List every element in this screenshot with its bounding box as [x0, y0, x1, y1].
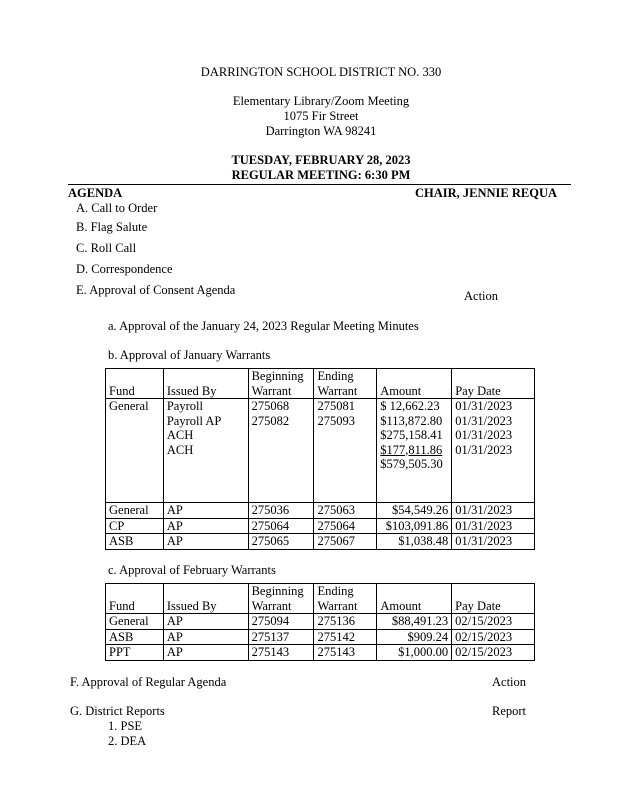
issued-by-cell: Payroll Payroll AP ACH ACH: [163, 399, 248, 503]
fund-cell: CP: [106, 518, 164, 534]
amount-cell: $103,091.86: [377, 518, 452, 534]
ending-warrant-cell: 275067: [314, 534, 377, 550]
col-amount: Amount: [377, 584, 452, 614]
pay-date-cell: 02/15/2023: [452, 645, 535, 661]
table-row: [106, 614, 535, 630]
beginning-warrant-cell: 275064: [248, 518, 314, 534]
col-pay-date: Pay Date: [452, 369, 535, 399]
item-roll-call: C. Roll Call: [76, 241, 137, 255]
col-issued-by: Issued By: [163, 369, 248, 399]
item-correspondence: D. Correspondence: [76, 262, 173, 276]
table-row: [106, 399, 535, 503]
district-reports-type: Report: [492, 704, 527, 718]
amount-cell: $1,000.00: [377, 645, 452, 661]
amount-cell: $54,549.26: [377, 503, 452, 519]
report-dea: 2. DEA: [108, 734, 147, 748]
table-row: [106, 534, 535, 550]
fund-cell: General: [106, 503, 164, 519]
amount-cell: $ 12,662.23 $113,872.80 $275,158.41 $177,811.86 $579,505.30: [377, 399, 452, 503]
issued-by-cell: AP: [163, 534, 248, 550]
february-warrants-table: [105, 583, 535, 661]
consent-minutes: a. Approval of the January 24, 2023 Regular Meeting Minutes: [108, 319, 419, 333]
item-consent-agenda: E. Approval of Consent Agenda: [76, 283, 236, 297]
amount-cell: $909.24: [377, 629, 452, 645]
item-district-reports: G. District Reports: [70, 704, 165, 718]
issued-by-cell: AP: [163, 518, 248, 534]
fund-cell: PPT: [106, 645, 164, 661]
pay-date-cell: 01/31/2023: [452, 503, 535, 519]
january-warrants-table: [105, 368, 535, 550]
agenda-label: AGENDA: [68, 186, 123, 200]
beginning-warrant-cell: 275094: [248, 614, 314, 630]
pay-date-cell: 02/15/2023: [452, 614, 535, 630]
col-beginning-warrant: Beginning Warrant: [248, 584, 314, 614]
pay-date-cell: 01/31/2023: [452, 518, 535, 534]
consent-action: Action: [464, 289, 499, 303]
col-fund: Fund: [106, 584, 164, 614]
fund-cell: ASB: [106, 629, 164, 645]
regular-agenda-action: Action: [492, 675, 527, 689]
ending-warrant-cell: 275081 275093: [314, 399, 377, 503]
col-ending-warrant: Ending Warrant: [314, 584, 377, 614]
table-header-row: [106, 584, 535, 614]
amount-cell: $1,038.48: [377, 534, 452, 550]
table-row: [106, 518, 535, 534]
pay-date-cell: 02/15/2023: [452, 629, 535, 645]
beginning-warrant-cell: 275068 275082: [248, 399, 314, 503]
consent-january-warrants: b. Approval of January Warrants: [108, 348, 271, 362]
table-row: [106, 629, 535, 645]
issued-by-cell: AP: [163, 503, 248, 519]
col-amount: Amount: [377, 369, 452, 399]
amount-cell: $88,491.23: [377, 614, 452, 630]
consent-february-warrants: c. Approval of February Warrants: [108, 563, 276, 577]
table-row: [106, 503, 535, 519]
header-rule: [68, 184, 571, 185]
item-flag-salute: B. Flag Salute: [76, 220, 148, 234]
street-address: 1075 Fir Street: [283, 109, 359, 123]
ending-warrant-cell: 275143: [314, 645, 377, 661]
col-fund: Fund: [106, 369, 164, 399]
issued-by-cell: AP: [163, 629, 248, 645]
meeting-type: REGULAR MEETING: 6:30 PM: [231, 168, 411, 182]
col-ending-warrant: Ending Warrant: [314, 369, 377, 399]
ending-warrant-cell: 275064: [314, 518, 377, 534]
table-header-row: [106, 369, 535, 399]
fund-cell: ASB: [106, 534, 164, 550]
item-regular-agenda: F. Approval of Regular Agenda: [70, 675, 227, 689]
issued-by-cell: AP: [163, 645, 248, 661]
fund-cell: General: [106, 399, 164, 503]
ending-warrant-cell: 275142: [314, 629, 377, 645]
ending-warrant-cell: 275136: [314, 614, 377, 630]
ending-warrant-cell: 275063: [314, 503, 377, 519]
meeting-date: TUESDAY, FEBRUARY 28, 2023: [231, 153, 411, 167]
report-pse: 1. PSE: [108, 719, 143, 733]
beginning-warrant-cell: 275036: [248, 503, 314, 519]
beginning-warrant-cell: 275137: [248, 629, 314, 645]
col-pay-date: Pay Date: [452, 584, 535, 614]
beginning-warrant-cell: 275065: [248, 534, 314, 550]
issued-by-cell: AP: [163, 614, 248, 630]
pay-date-cell: 01/31/2023 01/31/2023 01/31/2023 01/31/2023: [452, 399, 535, 503]
chair-name: CHAIR, JENNIE REQUA: [415, 186, 558, 200]
col-issued-by: Issued By: [163, 584, 248, 614]
district-title: DARRINGTON SCHOOL DISTRICT NO. 330: [200, 65, 442, 79]
meeting-location: Elementary Library/Zoom Meeting: [232, 94, 410, 108]
table-row: [106, 645, 535, 661]
beginning-warrant-cell: 275143: [248, 645, 314, 661]
pay-date-cell: 01/31/2023: [452, 534, 535, 550]
city-address: Darrington WA 98241: [265, 124, 377, 138]
fund-cell: General: [106, 614, 164, 630]
col-beginning-warrant: Beginning Warrant: [248, 369, 314, 399]
item-call-to-order: A. Call to Order: [76, 201, 158, 215]
